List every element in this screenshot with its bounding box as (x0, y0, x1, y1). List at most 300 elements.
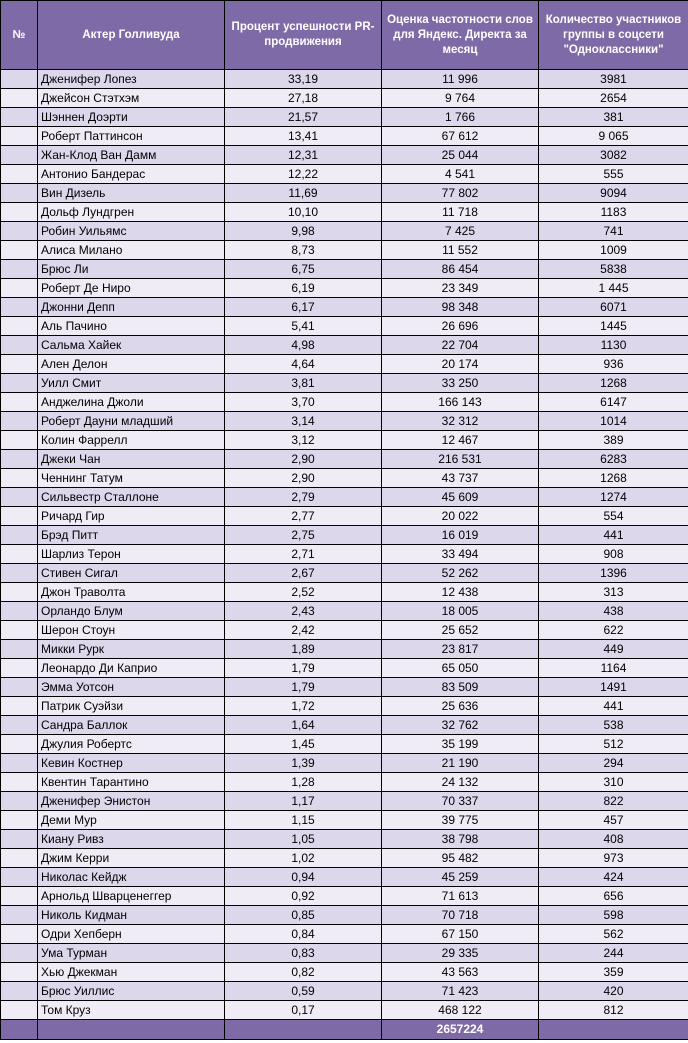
table-row (1, 602, 688, 621)
actor-name: Колин Фаррелл (38, 431, 225, 450)
pr-success-value: 1,05 (225, 830, 382, 849)
total-cell-empty (38, 1020, 225, 1040)
table-row (1, 355, 688, 374)
odnoklassniki-members-value: 512 (539, 735, 688, 754)
odnoklassniki-members-value: 1274 (539, 488, 688, 507)
pr-success-value: 2,90 (225, 469, 382, 488)
pr-success-value: 2,77 (225, 507, 382, 526)
odnoklassniki-members-value: 441 (539, 526, 688, 545)
row-number (1, 184, 38, 203)
yandex-frequency-value: 11 718 (382, 203, 539, 222)
yandex-frequency-value: 7 425 (382, 222, 539, 241)
pr-success-value: 2,42 (225, 621, 382, 640)
odnoklassniki-members-value: 389 (539, 431, 688, 450)
table-row (1, 279, 688, 298)
yandex-frequency-value: 67 612 (382, 127, 539, 146)
row-number (1, 925, 38, 944)
pr-success-value: 6,19 (225, 279, 382, 298)
row-number (1, 203, 38, 222)
row-number (1, 317, 38, 336)
odnoklassniki-members-value: 6071 (539, 298, 688, 317)
pr-success-value: 1,39 (225, 754, 382, 773)
odnoklassniki-members-value: 1183 (539, 203, 688, 222)
pr-success-value: 0,82 (225, 963, 382, 982)
table-row (1, 754, 688, 773)
row-number (1, 621, 38, 640)
row-number (1, 849, 38, 868)
pr-success-value: 27,18 (225, 89, 382, 108)
pr-success-value: 0,92 (225, 887, 382, 906)
actor-name: Шэннен Доэрти (38, 108, 225, 127)
pr-success-value: 8,73 (225, 241, 382, 260)
pr-success-value: 1,72 (225, 697, 382, 716)
actor-name: Джон Траволта (38, 583, 225, 602)
total-yandex-frequency: 2657224 (382, 1020, 539, 1040)
row-number (1, 89, 38, 108)
table-row (1, 165, 688, 184)
yandex-frequency-value: 45 609 (382, 488, 539, 507)
yandex-frequency-value: 33 494 (382, 545, 539, 564)
yandex-frequency-value: 70 337 (382, 792, 539, 811)
table-row (1, 925, 688, 944)
row-number (1, 1001, 38, 1020)
row-number (1, 811, 38, 830)
yandex-frequency-value: 4 541 (382, 165, 539, 184)
actor-name: Алиса Милано (38, 241, 225, 260)
actor-name: Сильвестр Сталлоне (38, 488, 225, 507)
table-row (1, 963, 688, 982)
table-footer (1, 1020, 688, 1040)
yandex-frequency-value: 11 996 (382, 70, 539, 89)
row-number (1, 659, 38, 678)
row-number (1, 260, 38, 279)
odnoklassniki-members-value: 438 (539, 602, 688, 621)
pr-success-value: 0,17 (225, 1001, 382, 1020)
table-row (1, 621, 688, 640)
actor-name: Антонио Бандерас (38, 165, 225, 184)
header-pr-success: Процент успешности PR-продвижения (225, 1, 382, 70)
yandex-frequency-value: 468 122 (382, 1001, 539, 1020)
row-number (1, 526, 38, 545)
yandex-frequency-value: 1 766 (382, 108, 539, 127)
row-number (1, 450, 38, 469)
yandex-frequency-value: 98 348 (382, 298, 539, 317)
yandex-frequency-value: 39 775 (382, 811, 539, 830)
row-number (1, 222, 38, 241)
table-row (1, 374, 688, 393)
actor-name: Брэд Питт (38, 526, 225, 545)
yandex-frequency-value: 70 718 (382, 906, 539, 925)
odnoklassniki-members-value: 9094 (539, 184, 688, 203)
row-number (1, 374, 38, 393)
table-row (1, 469, 688, 488)
odnoklassniki-members-value: 6147 (539, 393, 688, 412)
actor-name: Квентин Тарантино (38, 773, 225, 792)
yandex-frequency-value: 86 454 (382, 260, 539, 279)
pr-success-value: 1,28 (225, 773, 382, 792)
odnoklassniki-members-value: 598 (539, 906, 688, 925)
table-row (1, 849, 688, 868)
row-number (1, 678, 38, 697)
table-row (1, 678, 688, 697)
odnoklassniki-members-value: 3981 (539, 70, 688, 89)
row-number (1, 583, 38, 602)
yandex-frequency-value: 71 423 (382, 982, 539, 1001)
odnoklassniki-members-value: 381 (539, 108, 688, 127)
yandex-frequency-value: 12 467 (382, 431, 539, 450)
odnoklassniki-members-value: 244 (539, 944, 688, 963)
actor-name: Патрик Суэйзи (38, 697, 225, 716)
table-row (1, 336, 688, 355)
actor-name: Анджелина Джоли (38, 393, 225, 412)
table-row (1, 906, 688, 925)
yandex-frequency-value: 95 482 (382, 849, 539, 868)
row-number (1, 355, 38, 374)
row-number (1, 564, 38, 583)
yandex-frequency-value: 25 636 (382, 697, 539, 716)
yandex-frequency-value: 52 262 (382, 564, 539, 583)
row-number (1, 507, 38, 526)
odnoklassniki-members-value: 1268 (539, 469, 688, 488)
actor-name: Ченнинг Татум (38, 469, 225, 488)
yandex-frequency-value: 18 005 (382, 602, 539, 621)
actor-name: Шерон Стоун (38, 621, 225, 640)
odnoklassniki-members-value: 908 (539, 545, 688, 564)
actor-name: Том Круз (38, 1001, 225, 1020)
yandex-frequency-value: 43 563 (382, 963, 539, 982)
odnoklassniki-members-value: 1164 (539, 659, 688, 678)
yandex-frequency-value: 24 132 (382, 773, 539, 792)
odnoklassniki-members-value: 1491 (539, 678, 688, 697)
pr-success-value: 12,22 (225, 165, 382, 184)
table-row (1, 773, 688, 792)
actor-name: Роберт Паттинсон (38, 127, 225, 146)
actor-name: Джеки Чан (38, 450, 225, 469)
pr-success-value: 1,89 (225, 640, 382, 659)
pr-success-value: 13,41 (225, 127, 382, 146)
row-number (1, 754, 38, 773)
total-cell-empty (539, 1020, 688, 1040)
pr-success-value: 2,52 (225, 583, 382, 602)
table-row (1, 792, 688, 811)
pr-success-value: 0,85 (225, 906, 382, 925)
table-row (1, 564, 688, 583)
row-number (1, 165, 38, 184)
yandex-frequency-value: 25 044 (382, 146, 539, 165)
odnoklassniki-members-value: 310 (539, 773, 688, 792)
yandex-frequency-value: 32 312 (382, 412, 539, 431)
odnoklassniki-members-value: 622 (539, 621, 688, 640)
pr-success-value: 3,81 (225, 374, 382, 393)
yandex-frequency-value: 22 704 (382, 336, 539, 355)
table-row (1, 526, 688, 545)
pr-success-value: 4,98 (225, 336, 382, 355)
row-number (1, 412, 38, 431)
actor-name: Ален Делон (38, 355, 225, 374)
table-row (1, 640, 688, 659)
row-number (1, 963, 38, 982)
odnoklassniki-members-value: 1268 (539, 374, 688, 393)
actor-name: Леонардо Ди Каприо (38, 659, 225, 678)
row-number (1, 773, 38, 792)
odnoklassniki-members-value: 424 (539, 868, 688, 887)
odnoklassniki-members-value: 408 (539, 830, 688, 849)
yandex-frequency-value: 166 143 (382, 393, 539, 412)
row-number (1, 716, 38, 735)
table-row (1, 412, 688, 431)
actor-name: Джим Керри (38, 849, 225, 868)
odnoklassniki-members-value: 554 (539, 507, 688, 526)
actor-name: Джейсон Стэтхэм (38, 89, 225, 108)
actor-name: Стивен Сигал (38, 564, 225, 583)
yandex-frequency-value: 25 652 (382, 621, 539, 640)
odnoklassniki-members-value: 3082 (539, 146, 688, 165)
actor-name: Аль Пачино (38, 317, 225, 336)
table-row (1, 298, 688, 317)
row-number (1, 241, 38, 260)
odnoklassniki-members-value: 457 (539, 811, 688, 830)
actor-name: Дженифер Лопез (38, 70, 225, 89)
table-row (1, 317, 688, 336)
row-number (1, 830, 38, 849)
row-number (1, 697, 38, 716)
pr-success-value: 21,57 (225, 108, 382, 127)
pr-success-value: 11,69 (225, 184, 382, 203)
table-row (1, 203, 688, 222)
odnoklassniki-members-value: 2654 (539, 89, 688, 108)
yandex-frequency-value: 83 509 (382, 678, 539, 697)
yandex-frequency-value: 38 798 (382, 830, 539, 849)
yandex-frequency-value: 11 552 (382, 241, 539, 260)
actor-name: Ричард Гир (38, 507, 225, 526)
actor-name: Роберт Дауни младший (38, 412, 225, 431)
pr-success-value: 6,17 (225, 298, 382, 317)
table-row (1, 811, 688, 830)
table-row (1, 507, 688, 526)
yandex-frequency-value: 77 802 (382, 184, 539, 203)
yandex-frequency-value: 20 022 (382, 507, 539, 526)
actor-name: Дольф Лундгрен (38, 203, 225, 222)
yandex-frequency-value: 35 199 (382, 735, 539, 754)
actor-name: Брюс Уиллис (38, 982, 225, 1001)
table-row (1, 982, 688, 1001)
actor-name: Робин Уильямс (38, 222, 225, 241)
yandex-frequency-value: 23 349 (382, 279, 539, 298)
pr-success-value: 2,79 (225, 488, 382, 507)
header-yandex-frequency: Оценка частотности слов для Яндекс. Директа за месяц (382, 1, 539, 70)
yandex-frequency-value: 33 250 (382, 374, 539, 393)
actor-name: Кевин Костнер (38, 754, 225, 773)
table-body (1, 70, 688, 1020)
pr-success-value: 2,71 (225, 545, 382, 564)
table-row (1, 659, 688, 678)
yandex-frequency-value: 43 737 (382, 469, 539, 488)
actor-name: Шарлиз Терон (38, 545, 225, 564)
pr-success-value: 1,79 (225, 659, 382, 678)
actor-name: Николас Кейдж (38, 868, 225, 887)
actor-name: Джулия Робертс (38, 735, 225, 754)
table-row (1, 735, 688, 754)
odnoklassniki-members-value: 5838 (539, 260, 688, 279)
pr-success-value: 2,67 (225, 564, 382, 583)
actor-name: Арнольд Шварценеггер (38, 887, 225, 906)
odnoklassniki-members-value: 9 065 (539, 127, 688, 146)
odnoklassniki-members-value: 538 (539, 716, 688, 735)
actor-name: Орландо Блум (38, 602, 225, 621)
odnoklassniki-members-value: 822 (539, 792, 688, 811)
table-row (1, 146, 688, 165)
odnoklassniki-members-value: 294 (539, 754, 688, 773)
table-row (1, 260, 688, 279)
table-row (1, 1001, 688, 1020)
table-row (1, 89, 688, 108)
table-row (1, 944, 688, 963)
pr-success-value: 3,70 (225, 393, 382, 412)
actor-name: Киану Ривз (38, 830, 225, 849)
actor-name: Брюс Ли (38, 260, 225, 279)
pr-success-value: 12,31 (225, 146, 382, 165)
actor-name: Жан-Клод Ван Дамм (38, 146, 225, 165)
pr-success-value: 3,14 (225, 412, 382, 431)
actor-name: Джонни Депп (38, 298, 225, 317)
table-row (1, 868, 688, 887)
table-header (1, 1, 688, 70)
total-cell-empty (1, 1020, 38, 1040)
row-number (1, 640, 38, 659)
yandex-frequency-value: 216 531 (382, 450, 539, 469)
odnoklassniki-members-value: 1014 (539, 412, 688, 431)
actor-name: Дженифер Энистон (38, 792, 225, 811)
odnoklassniki-members-value: 6283 (539, 450, 688, 469)
odnoklassniki-members-value: 449 (539, 640, 688, 659)
pr-success-value: 10,10 (225, 203, 382, 222)
pr-success-value: 33,19 (225, 70, 382, 89)
yandex-frequency-value: 16 019 (382, 526, 539, 545)
row-number (1, 944, 38, 963)
row-number (1, 868, 38, 887)
pr-success-value: 1,79 (225, 678, 382, 697)
yandex-frequency-value: 20 174 (382, 355, 539, 374)
header-actor: Актер Голливуда (38, 1, 225, 70)
odnoklassniki-members-value: 1009 (539, 241, 688, 260)
pr-success-value: 1,02 (225, 849, 382, 868)
actor-name: Сальма Хайек (38, 336, 225, 355)
yandex-frequency-value: 26 696 (382, 317, 539, 336)
actor-name: Микки Рурк (38, 640, 225, 659)
pr-success-value: 1,17 (225, 792, 382, 811)
pr-success-value: 2,43 (225, 602, 382, 621)
odnoklassniki-members-value: 656 (539, 887, 688, 906)
odnoklassniki-members-value: 1130 (539, 336, 688, 355)
row-number (1, 545, 38, 564)
row-number (1, 146, 38, 165)
row-number (1, 431, 38, 450)
table-row (1, 393, 688, 412)
row-number (1, 393, 38, 412)
header-num: № (1, 1, 38, 70)
table-row (1, 545, 688, 564)
odnoklassniki-members-value: 741 (539, 222, 688, 241)
pr-success-value: 9,98 (225, 222, 382, 241)
odnoklassniki-members-value: 562 (539, 925, 688, 944)
row-number (1, 336, 38, 355)
yandex-frequency-value: 65 050 (382, 659, 539, 678)
table-row (1, 450, 688, 469)
odnoklassniki-members-value: 1 445 (539, 279, 688, 298)
row-number (1, 469, 38, 488)
yandex-frequency-value: 9 764 (382, 89, 539, 108)
table-row (1, 716, 688, 735)
odnoklassniki-members-value: 313 (539, 583, 688, 602)
actor-name: Вин Дизель (38, 184, 225, 203)
yandex-frequency-value: 29 335 (382, 944, 539, 963)
pr-success-value: 0,59 (225, 982, 382, 1001)
pr-success-value: 2,90 (225, 450, 382, 469)
yandex-frequency-value: 23 817 (382, 640, 539, 659)
yandex-frequency-value: 45 259 (382, 868, 539, 887)
odnoklassniki-members-value: 973 (539, 849, 688, 868)
actor-name: Деми Мур (38, 811, 225, 830)
table-row (1, 241, 688, 260)
yandex-frequency-value: 67 150 (382, 925, 539, 944)
pr-success-value: 0,94 (225, 868, 382, 887)
table-row (1, 108, 688, 127)
actor-name: Хью Джекман (38, 963, 225, 982)
yandex-frequency-value: 12 438 (382, 583, 539, 602)
actor-name: Одри Хепберн (38, 925, 225, 944)
yandex-frequency-value: 21 190 (382, 754, 539, 773)
odnoklassniki-members-value: 359 (539, 963, 688, 982)
table-row (1, 222, 688, 241)
table-row (1, 431, 688, 450)
row-number (1, 70, 38, 89)
table-row (1, 697, 688, 716)
row-number (1, 127, 38, 146)
row-number (1, 906, 38, 925)
table-row (1, 127, 688, 146)
row-number (1, 887, 38, 906)
pr-success-value: 3,12 (225, 431, 382, 450)
row-number (1, 488, 38, 507)
row-number (1, 735, 38, 754)
pr-success-value: 4,64 (225, 355, 382, 374)
odnoklassniki-members-value: 812 (539, 1001, 688, 1020)
table-row (1, 184, 688, 203)
pr-success-value: 6,75 (225, 260, 382, 279)
row-number (1, 602, 38, 621)
odnoklassniki-members-value: 420 (539, 982, 688, 1001)
header-row (1, 1, 688, 70)
actor-name: Эмма Уотсон (38, 678, 225, 697)
pr-success-value: 0,83 (225, 944, 382, 963)
odnoklassniki-members-value: 1445 (539, 317, 688, 336)
odnoklassniki-members-value: 1396 (539, 564, 688, 583)
pr-success-value: 0,84 (225, 925, 382, 944)
odnoklassniki-members-value: 555 (539, 165, 688, 184)
yandex-frequency-value: 32 762 (382, 716, 539, 735)
pr-success-value: 2,75 (225, 526, 382, 545)
table-row (1, 488, 688, 507)
pr-success-value: 5,41 (225, 317, 382, 336)
table-row (1, 830, 688, 849)
table-row (1, 887, 688, 906)
actor-name: Сандра Баллок (38, 716, 225, 735)
odnoklassniki-members-value: 936 (539, 355, 688, 374)
actor-name: Роберт Де Ниро (38, 279, 225, 298)
row-number (1, 792, 38, 811)
table-row (1, 583, 688, 602)
row-number (1, 298, 38, 317)
